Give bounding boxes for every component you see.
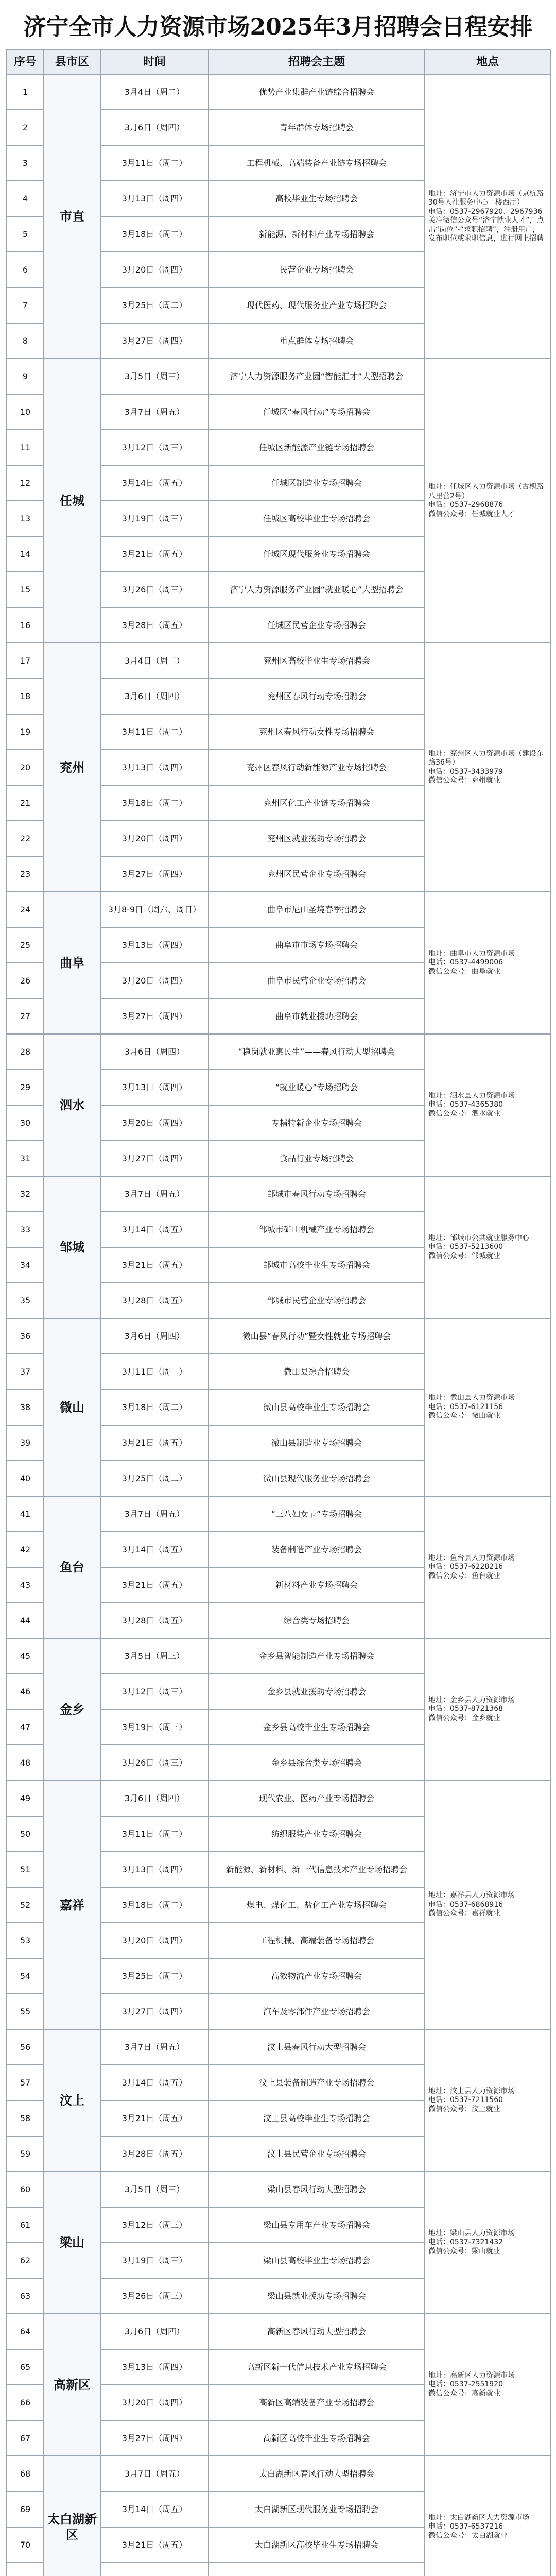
table-row — [7, 359, 550, 394]
location-cell: 地址：兖州区人力资源市场（建设东路36号） 电话：0537-3433979 微信公众号：兖州就业 — [425, 643, 550, 892]
time-cell: 3月5日（周三） — [100, 359, 208, 394]
time-cell: 3月21日（周五） — [100, 1425, 208, 1461]
row-number: 12 — [7, 465, 44, 501]
county-cell: 梁山 — [44, 2172, 100, 2314]
time-cell: 3月7日（周五） — [100, 1176, 208, 1212]
time-cell: 3月7日（周五） — [100, 1496, 208, 1532]
row-number: 18 — [7, 679, 44, 714]
row-number: 8 — [7, 323, 44, 359]
time-cell: 3月14日（周五） — [100, 1212, 208, 1247]
theme-cell: 任城区“春风行动”专场招聘会 — [208, 394, 425, 430]
location-cell: 地址：梁山县人力资源市场 电话：0537-7321432 微信公众号：梁山就业 — [425, 2172, 550, 2314]
theme-cell: 邹城市矿山机械产业专场招聘会 — [208, 1212, 425, 1247]
theme-cell: 纺织服装产业专场招聘会 — [208, 1816, 425, 1852]
row-number: 6 — [7, 252, 44, 287]
table-row — [7, 2172, 550, 2207]
county-cell: 嘉祥 — [44, 1781, 100, 2029]
time-cell: 3月19日（周三） — [100, 501, 208, 536]
table-row — [7, 643, 550, 679]
row-number: 4 — [7, 181, 44, 216]
theme-cell: 汶上县春风行动大型招聘会 — [208, 2029, 425, 2065]
theme-cell: 煤电、煤化工、盐化工产业专场招聘会 — [208, 1887, 425, 1923]
time-cell: 3月19日（周三） — [100, 1709, 208, 1745]
time-cell: 3月20日（周四） — [100, 821, 208, 856]
header-theme: 招聘会主题 — [208, 50, 425, 74]
time-cell: 3月13日（周四） — [100, 181, 208, 216]
location-cell: 地址：嘉祥县人力资源市场 电话：0537-6868916 微信公众号：嘉祥就业 — [425, 1781, 550, 2029]
row-number: 7 — [7, 287, 44, 323]
row-number: 53 — [7, 1923, 44, 1958]
time-cell: 3月12日（周三） — [100, 1674, 208, 1709]
time-cell: 3月12日（周三） — [100, 430, 208, 465]
theme-cell: 食品行业专场招聘会 — [208, 1141, 425, 1176]
table-row — [7, 1638, 550, 1674]
theme-cell: 现代农业、医药产业专场招聘会 — [208, 1781, 425, 1816]
row-number: 54 — [7, 1958, 44, 1994]
row-number: 9 — [7, 359, 44, 394]
row-number: 48 — [7, 1745, 44, 1781]
time-cell: 3月27日（周四） — [100, 2420, 208, 2456]
theme-cell: 梁山县春风行动大型招聘会 — [208, 2172, 425, 2207]
time-cell: 3月27日（周四） — [100, 856, 208, 892]
theme-cell: 任城区现代服务业专场招聘会 — [208, 536, 425, 572]
theme-cell: 曲阜市尼山圣境春季招聘会 — [208, 892, 425, 927]
theme-cell: 梁山县专用车产业专场招聘会 — [208, 2207, 425, 2243]
time-cell: 3月20日（周四） — [100, 963, 208, 998]
time-cell: 3月21日（周五） — [100, 1567, 208, 1603]
time-cell: 3月18日（周二） — [100, 785, 208, 821]
time-cell: 3月11日（周二） — [100, 714, 208, 750]
row-number: 68 — [7, 2456, 44, 2492]
time-cell: 3月13日（周四） — [100, 750, 208, 785]
row-number: 34 — [7, 1247, 44, 1283]
theme-cell: 兖州区春风行动新能源产业专场招聘会 — [208, 750, 425, 785]
theme-cell: 太白湖新区高校毕业生专场招聘会 — [208, 2527, 425, 2563]
row-number: 37 — [7, 1354, 44, 1389]
header-row — [7, 50, 550, 74]
theme-cell: 微山县“春风行动”暨女性就业专场招聘会 — [208, 1318, 425, 1354]
header-county: 县市区 — [44, 50, 100, 74]
time-cell: 3月18日（周二） — [100, 1887, 208, 1923]
row-number: 2 — [7, 110, 44, 145]
row-number: 41 — [7, 1496, 44, 1532]
row-number: 19 — [7, 714, 44, 750]
time-cell: 3月12日（周三） — [100, 2207, 208, 2243]
time-cell: 3月14日（周五） — [100, 1532, 208, 1567]
time-cell: 3月25日（周二） — [100, 1461, 208, 1496]
theme-cell: 汶上县装备制造产业专场招聘会 — [208, 2065, 425, 2100]
theme-cell: 综合类专场招聘会 — [208, 1603, 425, 1638]
location-cell: 地址：鱼台县人力资源市场 电话：0537-6228216 微信公众号：鱼台就业 — [425, 1496, 550, 1638]
time-cell: 3月7日（周五） — [100, 394, 208, 430]
row-number: 35 — [7, 1283, 44, 1318]
row-number: 38 — [7, 1389, 44, 1425]
theme-cell: 任城区民营企业专场招聘会 — [208, 607, 425, 643]
row-number: 39 — [7, 1425, 44, 1461]
theme-cell: 微山县综合招聘会 — [208, 1354, 425, 1389]
time-cell: 3月6日（周四） — [100, 679, 208, 714]
row-number: 24 — [7, 892, 44, 927]
row-number: 64 — [7, 2314, 44, 2349]
theme-cell: 济宁人力资源服务产业园“智能汇才”大型招聘会 — [208, 359, 425, 394]
table-row — [7, 2456, 550, 2492]
time-cell: 3月27日（周四） — [100, 998, 208, 1034]
time-cell: 3月13日（周四） — [100, 1852, 208, 1887]
time-cell: 3月21日（周五） — [100, 1247, 208, 1283]
theme-cell: 梁山县高校毕业生专场招聘会 — [208, 2243, 425, 2278]
row-number: 15 — [7, 572, 44, 607]
theme-cell: 汶上县高校毕业生专场招聘会 — [208, 2100, 425, 2136]
time-cell: 3月28日（周五） — [100, 1603, 208, 1638]
time-cell — [100, 2563, 208, 2576]
row-number: 56 — [7, 2029, 44, 2065]
schedule-body — [7, 74, 550, 2576]
time-cell: 3月27日（周四） — [100, 1141, 208, 1176]
theme-cell: 优势产业集群产业链综合招聘会 — [208, 74, 425, 110]
theme-cell: “三八妇女节”专场招聘会 — [208, 1496, 425, 1532]
row-number: 20 — [7, 750, 44, 785]
county-cell: 汶上 — [44, 2029, 100, 2172]
theme-cell: 工程机械、高端装备专场招聘会 — [208, 1923, 425, 1958]
row-number: 46 — [7, 1674, 44, 1709]
theme-cell — [208, 2563, 425, 2576]
theme-cell: 微山县制造业专场招聘会 — [208, 1425, 425, 1461]
theme-cell: 太白湖新区现代服务业专场招聘会 — [208, 2492, 425, 2527]
row-number: 30 — [7, 1105, 44, 1141]
row-number: 31 — [7, 1141, 44, 1176]
theme-cell: 现代医药、现代服务业产业专场招聘会 — [208, 287, 425, 323]
theme-cell: 邹城市民营企业专场招聘会 — [208, 1283, 425, 1318]
theme-cell: 高新区春风行动大型招聘会 — [208, 2314, 425, 2349]
row-number: 47 — [7, 1709, 44, 1745]
table-row — [7, 1034, 550, 1070]
row-number: 3 — [7, 145, 44, 181]
time-cell: 3月5日（周三） — [100, 1638, 208, 1674]
theme-cell: 任城区制造业专场招聘会 — [208, 465, 425, 501]
theme-cell: 兖州区化工产业链专场招聘会 — [208, 785, 425, 821]
time-cell: 3月6日（周四） — [100, 1318, 208, 1354]
time-cell: 3月4日（周二） — [100, 643, 208, 679]
location-cell: 地址：金乡县人力资源市场 电话：0537-8721368 微信公众号：金乡就业 — [425, 1638, 550, 1781]
theme-cell: 曲阜市市场专场招聘会 — [208, 927, 425, 963]
row-number: 5 — [7, 216, 44, 252]
time-cell: 3月21日（周五） — [100, 536, 208, 572]
time-cell: 3月27日（周四） — [100, 1994, 208, 2029]
time-cell: 3月14日（周五） — [100, 2065, 208, 2100]
row-number: 40 — [7, 1461, 44, 1496]
row-number: 1 — [7, 74, 44, 110]
theme-cell: 高新区新一代信息技术产业专场招聘会 — [208, 2349, 425, 2385]
theme-cell: 新材料产业专场招聘会 — [208, 1567, 425, 1603]
county-cell: 兖州 — [44, 643, 100, 892]
county-cell: 微山 — [44, 1318, 100, 1496]
time-cell: 3月6日（周四） — [100, 1034, 208, 1070]
row-number: 58 — [7, 2100, 44, 2136]
row-number: 50 — [7, 1816, 44, 1852]
location-cell: 地址：汶上县人力资源市场 电话：0537-7211560 微信公众号：汶上就业 — [425, 2029, 550, 2172]
theme-cell: 济宁人力资源服务产业园“就业暖心”大型招聘会 — [208, 572, 425, 607]
table-row — [7, 1318, 550, 1354]
time-cell: 3月6日（周四） — [100, 2314, 208, 2349]
location-cell: 地址：任城区人力资源市场（古槐路八里营2号） 电话：0537-2968876 微信公众号：任城就业人才 — [425, 359, 550, 643]
theme-cell: 金乡县就业援助专场招聘会 — [208, 1674, 425, 1709]
county-cell: 太白湖新区 — [44, 2456, 100, 2576]
theme-cell: 工程机械、高端装备产业链专场招聘会 — [208, 145, 425, 181]
theme-cell: 高效物流产业专场招聘会 — [208, 1958, 425, 1994]
location-cell: 地址：微山县人力资源市场 电话：0537-6121156 微信公众号：微山就业 — [425, 1318, 550, 1496]
theme-cell: 兖州区春风行动女性专场招聘会 — [208, 714, 425, 750]
row-number: 67 — [7, 2420, 44, 2456]
time-cell: 3月8-9日（周六、周日） — [100, 892, 208, 927]
row-number: 27 — [7, 998, 44, 1034]
time-cell: 3月13日（周四） — [100, 1070, 208, 1105]
time-cell: 3月28日（周五） — [100, 607, 208, 643]
county-cell: 泗水 — [44, 1034, 100, 1176]
time-cell: 3月27日（周四） — [100, 323, 208, 359]
theme-cell: 微山县现代服务业专场招聘会 — [208, 1461, 425, 1496]
theme-cell: 兖州区民营企业专场招聘会 — [208, 856, 425, 892]
table-row — [7, 1176, 550, 1212]
county-cell: 市直 — [44, 74, 100, 359]
theme-cell: 装备制造产业专场招聘会 — [208, 1532, 425, 1567]
theme-cell: 曲阜市就业援助招聘会 — [208, 998, 425, 1034]
row-number: 62 — [7, 2243, 44, 2278]
row-number: 70 — [7, 2527, 44, 2563]
time-cell: 3月25日（周二） — [100, 1958, 208, 1994]
theme-cell: 专精特新企业专场招聘会 — [208, 1105, 425, 1141]
time-cell: 3月13日（周四） — [100, 927, 208, 963]
row-number: 26 — [7, 963, 44, 998]
time-cell: 3月21日（周五） — [100, 2527, 208, 2563]
theme-cell: 高校毕业生专场招聘会 — [208, 181, 425, 216]
theme-cell: 高新区高端装备产业专场招聘会 — [208, 2385, 425, 2420]
row-number: 49 — [7, 1781, 44, 1816]
row-number: 59 — [7, 2136, 44, 2172]
theme-cell: 金乡县高校毕业生专场招聘会 — [208, 1709, 425, 1745]
row-number: 66 — [7, 2385, 44, 2420]
location-cell: 地址：高新区人力资源市场 电话：0537-2551920 微信公众号：高新就业 — [425, 2314, 550, 2456]
table-row — [7, 892, 550, 927]
time-cell: 3月11日（周二） — [100, 1816, 208, 1852]
table-row — [7, 2029, 550, 2065]
theme-cell: 民营企业专场招聘会 — [208, 252, 425, 287]
theme-cell: 太白湖新区春风行动大型招聘会 — [208, 2456, 425, 2492]
theme-cell: 汽车及零部件产业专场招聘会 — [208, 1994, 425, 2029]
table-row — [7, 1496, 550, 1532]
theme-cell: 青年群体专场招聘会 — [208, 110, 425, 145]
theme-cell: “就业暖心”专场招聘会 — [208, 1070, 425, 1105]
county-cell: 高新区 — [44, 2314, 100, 2456]
row-number: 55 — [7, 1994, 44, 2029]
time-cell: 3月20日（周四） — [100, 1105, 208, 1141]
schedule-table — [6, 49, 551, 2576]
time-cell: 3月19日（周三） — [100, 2243, 208, 2278]
row-number: 23 — [7, 856, 44, 892]
row-number: 60 — [7, 2172, 44, 2207]
time-cell: 3月14日（周五） — [100, 465, 208, 501]
time-cell: 3月28日（周五） — [100, 1283, 208, 1318]
county-cell: 任城 — [44, 359, 100, 643]
time-cell: 3月6日（周四） — [100, 1781, 208, 1816]
row-number: 65 — [7, 2349, 44, 2385]
row-number: 33 — [7, 1212, 44, 1247]
theme-cell: 汶上县民营企业专场招聘会 — [208, 2136, 425, 2172]
row-number: 45 — [7, 1638, 44, 1674]
time-cell: 3月14日（周五） — [100, 2492, 208, 2527]
theme-cell: 兖州区就业援助专场招聘会 — [208, 821, 425, 856]
time-cell: 3月26日（周三） — [100, 1745, 208, 1781]
row-number: 14 — [7, 536, 44, 572]
time-cell: 3月7日（周五） — [100, 2029, 208, 2065]
county-cell: 金乡 — [44, 1638, 100, 1781]
row-number: 17 — [7, 643, 44, 679]
theme-cell: 兖州区春风行动专场招聘会 — [208, 679, 425, 714]
time-cell: 3月21日（周五） — [100, 2100, 208, 2136]
theme-cell: 邹城市春风行动专场招聘会 — [208, 1176, 425, 1212]
row-number: 32 — [7, 1176, 44, 1212]
header-seq: 序号 — [7, 50, 44, 74]
theme-cell: 曲阜市民营企业专场招聘会 — [208, 963, 425, 998]
header-time: 时间 — [100, 50, 208, 74]
theme-cell: 梁山县就业援助专场招聘会 — [208, 2278, 425, 2314]
time-cell: 3月28日（周五） — [100, 2136, 208, 2172]
row-number: 52 — [7, 1887, 44, 1923]
theme-cell: 微山县高校毕业生专场招聘会 — [208, 1389, 425, 1425]
header-location: 地点 — [425, 50, 550, 74]
time-cell: 3月20日（周四） — [100, 1923, 208, 1958]
row-number: 22 — [7, 821, 44, 856]
row-number: 16 — [7, 607, 44, 643]
table-row — [7, 1781, 550, 1816]
theme-cell: 兖州区高校毕业生专场招聘会 — [208, 643, 425, 679]
theme-cell: 新能源、新材料产业专场招聘会 — [208, 216, 425, 252]
time-cell: 3月18日（周二） — [100, 216, 208, 252]
theme-cell: 任城区新能源产业链专场招聘会 — [208, 430, 425, 465]
location-cell: 地址：泗水县人力资源市场 电话：0537-4365380 微信公众号：泗水就业 — [425, 1034, 550, 1176]
time-cell: 3月26日（周三） — [100, 2278, 208, 2314]
row-number: 13 — [7, 501, 44, 536]
time-cell: 3月18日（周二） — [100, 1389, 208, 1425]
row-number: 11 — [7, 430, 44, 465]
row-number: 44 — [7, 1603, 44, 1638]
county-cell: 鱼台 — [44, 1496, 100, 1638]
time-cell: 3月13日（周四） — [100, 2349, 208, 2385]
row-number: 61 — [7, 2207, 44, 2243]
theme-cell: 新能源、新材料、新一代信息技术产业专场招聘会 — [208, 1852, 425, 1887]
location-cell: 地址：曲阜市人力资源市场 电话：0537-4499006 微信公众号：曲阜就业 — [425, 892, 550, 1034]
theme-cell: 金乡县综合类专场招聘会 — [208, 1745, 425, 1781]
time-cell: 3月7日（周五） — [100, 2456, 208, 2492]
table-row — [7, 74, 550, 110]
time-cell: 3月6日（周四） — [100, 110, 208, 145]
row-number: 25 — [7, 927, 44, 963]
row-number: 21 — [7, 785, 44, 821]
location-cell: 地址：太白湖新区人力资源市场 电话：0537-6537216 微信公众号：太白湖就业 — [425, 2456, 550, 2576]
time-cell: 3月11日（周二） — [100, 1354, 208, 1389]
theme-cell: 邹城市高校毕业生专场招聘会 — [208, 1247, 425, 1283]
row-number: 51 — [7, 1852, 44, 1887]
row-number: 43 — [7, 1567, 44, 1603]
theme-cell: 任城区高校毕业生专场招聘会 — [208, 501, 425, 536]
row-number: 63 — [7, 2278, 44, 2314]
location-cell: 地址：邹城市公共就业服务中心 电话：0537-5213600 微信公众号：邹城就业 — [425, 1176, 550, 1318]
row-number: 29 — [7, 1070, 44, 1105]
page-title: 济宁全市人力资源市场2025年3月招聘会日程安排 — [23, 14, 533, 40]
row-number: 42 — [7, 1532, 44, 1567]
theme-cell: “稳岗就业惠民生”——春风行动大型招聘会 — [208, 1034, 425, 1070]
time-cell: 3月4日（周二） — [100, 74, 208, 110]
row-number: 57 — [7, 2065, 44, 2100]
time-cell: 3月5日（周三） — [100, 2172, 208, 2207]
row-number — [7, 2563, 44, 2576]
time-cell: 3月20日（周四） — [100, 2385, 208, 2420]
time-cell: 3月11日（周二） — [100, 145, 208, 181]
time-cell: 3月20日（周四） — [100, 252, 208, 287]
row-number: 28 — [7, 1034, 44, 1070]
theme-cell: 金乡县智能制造产业专场招聘会 — [208, 1638, 425, 1674]
time-cell: 3月25日（周二） — [100, 287, 208, 323]
county-cell: 邹城 — [44, 1176, 100, 1318]
row-number: 36 — [7, 1318, 44, 1354]
time-cell: 3月26日（周三） — [100, 572, 208, 607]
location-cell: 地址：济宁市人力资源市场（京杭路30号人社服务中心一楼西厅） 电话：0537-2967920、2967936 关注微信公众号“济宁就业人才”，点击“岗位”-“求职招聘”，注册用户，发布职位或求职信息，进行网上招聘 — [425, 74, 550, 359]
table-row — [7, 2314, 550, 2349]
theme-cell: 高新区高校毕业生专场招聘会 — [208, 2420, 425, 2456]
row-number: 10 — [7, 394, 44, 430]
row-number: 69 — [7, 2492, 44, 2527]
theme-cell: 重点群体专场招聘会 — [208, 323, 425, 359]
county-cell: 曲阜 — [44, 892, 100, 1034]
